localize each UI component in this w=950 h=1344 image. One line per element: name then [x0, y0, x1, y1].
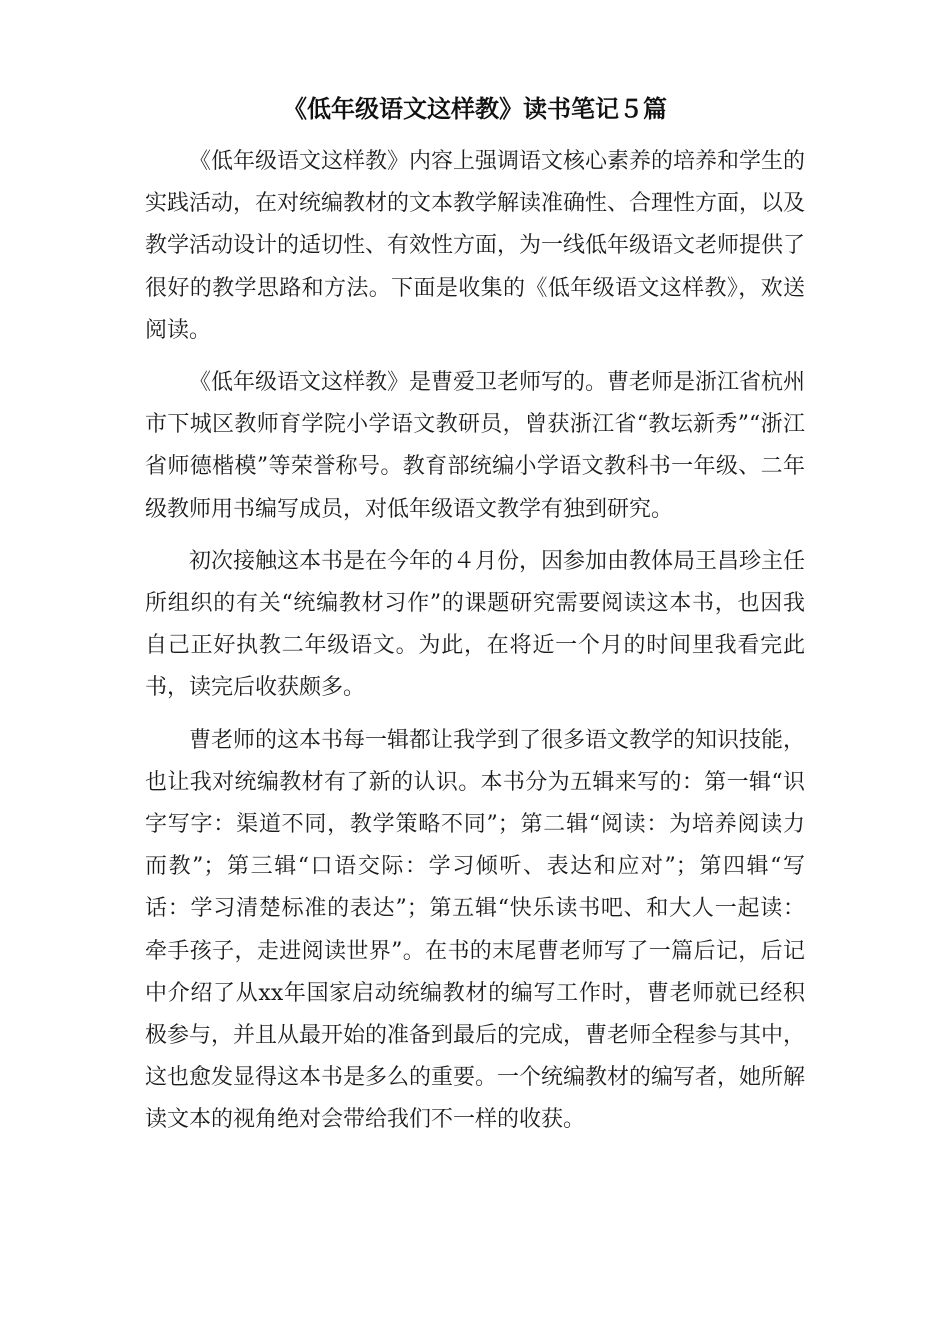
- paragraph-author: 《低年级语文这样教》是曹爱卫老师写的。曹老师是浙江省杭州市下城区教师育学院小学语文教研员，曾获浙江省“教坛新秀”“浙江省师德楷模”等荣誉称号。教育部统编小学语文教科书一年级、二年级教师用书编写成员，对低年级语文教学有独到研究。: [145, 370, 806, 522]
- paragraph-book-structure: 曹老师的这本书每一辑都让我学到了很多语文教学的知识技能，也让我对统编教材有了新的认识。本书分为五辑来写的：第一辑“识字写字：渠道不同，教学策略不同”；第二辑“阅读：为培养阅读力而教”；第三辑“口语交际：学习倾听、表达和应对”；第四辑“写话：学习清楚标准的表达”；第五辑“快乐读书吧、和大人一起读：牵手孩子，走进阅读世界”。在书的末尾曹老师写了一篇后记，后记中介绍了从xx年国家启动统编教材的编写工作时，曹老师就已经积极参与，并且从最开始的准备到最后的完成，曹老师全程参与其中，这也愈发显得这本书是多么的重要。一个统编教材的编写者，她所解读文本的视角绝对会带给我们不一样的收获。: [145, 727, 806, 1133]
- document-body: [145, 141, 805, 1152]
- document-title: 《低年级语文这样教》读书笔记５篇: [283, 94, 667, 123]
- paragraph-intro: 《低年级语文这样教》内容上强调语文核心素养的培养和学生的实践活动，在对统编教材的文本教学解读准确性、合理性方面，以及教学活动设计的适切性、有效性方面，为一线低年级语文老师提供了很好的教学思路和方法。下面是收集的《低年级语文这样教》，欢送阅读。: [145, 149, 806, 343]
- paragraph-first-contact: 初次接触这本书是在今年的４月份，因参加由教体局王昌珍主任所组织的有关“统编教材习作”的课题研究需要阅读这本书，也因我自己正好执教二年级语文。为此，在将近一个月的时间里我看完此书，读完后收获颇多。: [145, 548, 806, 701]
